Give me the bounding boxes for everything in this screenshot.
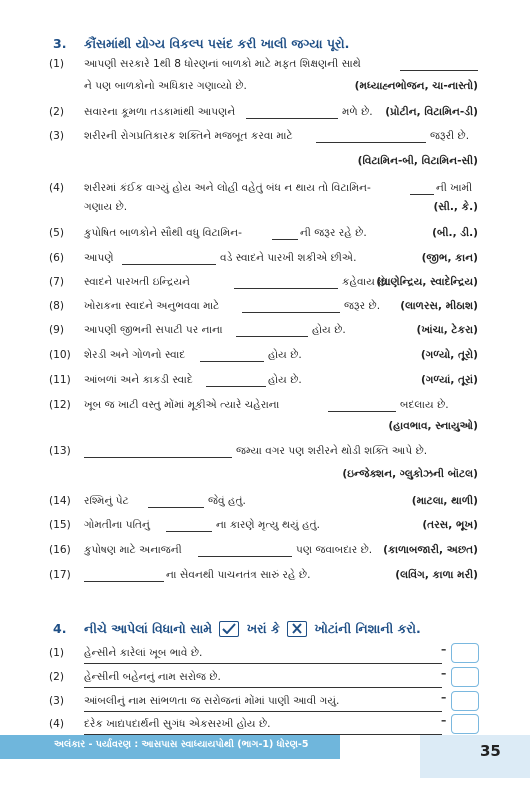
question-text: બદલાય છે.	[400, 399, 449, 411]
question-text: ખૂબ જ ખાટી વસ્તુ મોંમાં મૂકીએ ત્યારે ચહેરાના	[84, 399, 280, 411]
dash: –	[441, 644, 447, 656]
statement-text: હેન્સીની બહેનનું નામ સરોજ છે.	[84, 671, 221, 683]
page-number-tab	[420, 735, 530, 778]
answer-blank[interactable]	[84, 581, 164, 582]
question-number: (7)	[49, 276, 65, 288]
question-6	[0, 252, 530, 272]
answer-options: (તરસ, ભૂખ)	[422, 519, 478, 531]
dash: –	[441, 715, 447, 727]
answer-options: (માટલા, થાળી)	[411, 495, 478, 507]
question-1	[0, 58, 530, 78]
question-text: આપણી જીભની સપાટી પર નાના	[84, 324, 223, 336]
question-number: (10)	[49, 349, 71, 361]
statement-number: (2)	[49, 671, 65, 683]
answer-options: (ઇન્જેક્શન, ગ્લુકોઝની બૉટલ)	[342, 468, 478, 480]
answer-options: (બી., ડી.)	[432, 227, 478, 239]
section-title: કૌંસમાંથી યોગ્ય વિકલ્પ પસંદ કરી ખાલી જગ્યા પૂરો.	[84, 36, 350, 51]
answer-blank[interactable]	[328, 411, 396, 412]
question-text: શેરડી અને ગોળનો સ્વાદ	[84, 349, 186, 361]
question-text: હોય છે.	[312, 324, 346, 336]
statement-4	[0, 714, 530, 736]
statement-number: (3)	[49, 695, 65, 707]
question-text: શરીરમાં કંઈક વાગ્યું હોય અને લોહી વહેતું બંધ ન થાય તો વિટામિન-	[84, 182, 371, 194]
answer-blank[interactable]	[400, 70, 478, 71]
question-number: (6)	[49, 252, 65, 264]
question-9	[0, 324, 530, 344]
dash: –	[441, 668, 447, 680]
question-text: ખોરાકના સ્વાદને અનુભવવા માટે	[84, 300, 220, 312]
rule-line	[84, 663, 442, 664]
answer-options: (કાળાબજારી, અછત)	[383, 544, 478, 556]
question-text: રશ્મિનું પેટ	[84, 495, 129, 507]
question-number: (14)	[49, 495, 71, 507]
question-text: વડે સ્વાદને પારખી શકીએ છીએ.	[220, 252, 357, 264]
footer-text: અલંકાર - પર્યાવરણ : આસપાસ સ્વાધ્યાયપોથી (ભાગ-1) ધોરણ-5	[54, 739, 309, 750]
question-number: (2)	[49, 106, 65, 118]
question-text: સવારના કૂમળા તડકામાંથી આપણને	[84, 106, 236, 118]
question-text: આપણી સરકારે 1થી 8 ધોરણનાં બાળકો માટે મફત શિક્ષણની સાથે	[84, 58, 361, 70]
statement-2	[0, 667, 530, 689]
question-text: હોય છે.	[268, 374, 302, 386]
question-text: કુપોષણ માટે અનાજની	[84, 544, 182, 556]
answer-blank[interactable]	[84, 457, 232, 458]
question-1-line-2	[0, 80, 530, 100]
question-text: ગોમતીના પતિનું	[84, 519, 150, 531]
question-4-line-2	[0, 201, 530, 221]
answer-options: (ઘ્રાણેન્દ્રિય, સ્વાદેન્દ્રિય)	[376, 276, 478, 288]
question-text: કહેવાય છે.	[342, 276, 390, 288]
question-text: આપણે	[84, 252, 114, 264]
answer-options: (હાવભાવ, સ્નાયુઓ)	[388, 420, 478, 432]
answer-options: (જીભ, કાન)	[421, 252, 478, 264]
dash: –	[441, 692, 447, 704]
answer-options: (સી., કે.)	[433, 201, 478, 213]
section-number: 3.	[53, 36, 67, 51]
answer-options: (પ્રોટીન, વિટામિન-ડી)	[385, 106, 478, 118]
answer-options: (લવિંગ, કાળા મરી)	[395, 569, 478, 581]
question-text: જેવું હતું.	[208, 495, 246, 507]
answer-blank[interactable]	[246, 118, 338, 119]
question-17	[0, 569, 530, 589]
answer-box[interactable]	[451, 643, 479, 663]
question-number: (4)	[49, 182, 65, 194]
question-8	[0, 300, 530, 320]
question-number: (16)	[49, 544, 71, 556]
question-number: (11)	[49, 374, 71, 386]
statement-text: આંબલીનું નામ સાંભળતા જ સરોજનાં મોંમાં પાણી આવી ગયું.	[84, 695, 340, 707]
question-number: (13)	[49, 445, 71, 457]
question-5	[0, 227, 530, 247]
question-10	[0, 349, 530, 369]
question-text: મળે છે.	[342, 106, 373, 118]
question-text: જમ્યા વગર પણ શરીરને થોડી શક્તિ આપે છે.	[236, 445, 428, 457]
question-text: આંબળાં અને કાકડી સ્વાદે	[84, 374, 193, 386]
answer-blank[interactable]	[272, 239, 298, 240]
question-14	[0, 495, 530, 515]
answer-options: (મધ્યાહ્નભોજન, ચા-નાસ્તો)	[354, 80, 478, 92]
statement-1	[0, 643, 530, 665]
question-number: (12)	[49, 399, 71, 411]
question-16	[0, 544, 530, 564]
question-15	[0, 519, 530, 539]
answer-blank[interactable]	[200, 361, 264, 362]
answer-blank[interactable]	[148, 507, 204, 508]
question-text: ગણાય છે.	[84, 201, 128, 213]
question-13-line-2	[0, 468, 530, 488]
question-3	[0, 130, 530, 150]
question-4	[0, 182, 530, 202]
question-text: ને પણ બાળકોનો અધિકાર ગણાવ્યો છે.	[84, 80, 247, 92]
question-text: હોય છે.	[268, 349, 302, 361]
answer-options: (ગળ્યાં, તૂરાં)	[420, 374, 478, 386]
question-12	[0, 399, 530, 419]
answer-box[interactable]	[451, 691, 479, 711]
question-13	[0, 445, 530, 465]
question-text: ની ખામી	[436, 182, 473, 194]
question-text: ના કારણે મૃત્યુ થયું હતું.	[216, 519, 321, 531]
answer-blank[interactable]	[242, 312, 340, 313]
question-number: (5)	[49, 227, 65, 239]
rule-line	[84, 687, 442, 688]
answer-blank[interactable]	[122, 264, 216, 265]
question-11	[0, 374, 530, 394]
answer-options: (ગળ્યો, તૂરો)	[420, 349, 478, 361]
question-12-line-2	[0, 420, 530, 440]
cross-mark-icon	[287, 621, 307, 637]
question-number: (1)	[49, 58, 65, 70]
statement-text: હેન્સીને કારેલાં ખૂબ ભાવે છે.	[84, 647, 203, 659]
section-title-part: નીચે આપેલાં વિધાનો સામે	[84, 621, 213, 636]
answer-blank[interactable]	[206, 386, 266, 387]
question-number: (8)	[49, 300, 65, 312]
answer-box[interactable]	[451, 714, 479, 734]
answer-blank[interactable]	[234, 288, 338, 289]
rule-line	[84, 711, 442, 712]
page-number: 35	[480, 742, 501, 760]
section-title-part: ખરાં કે	[246, 621, 280, 636]
answer-blank[interactable]	[198, 556, 292, 557]
question-number: (17)	[49, 569, 71, 581]
answer-blank[interactable]	[316, 142, 426, 143]
statement-number: (1)	[49, 647, 65, 659]
answer-options: (ખાંચા, ટેકરા)	[416, 324, 478, 336]
section-number: 4.	[53, 621, 67, 636]
question-text: જરૂરી છે.	[430, 130, 470, 142]
section-title-part: ખોટાંની નિશાની કરો.	[314, 621, 421, 636]
question-number: (3)	[49, 130, 65, 142]
section-3-heading	[0, 36, 530, 56]
statement-text: દરેક ખાદ્યપદાર્થની સુગંધ એકસરખી હોય છે.	[84, 718, 271, 730]
question-text: સ્વાદને પારખતી ઇન્દ્રિયને	[84, 276, 191, 288]
question-number: (9)	[49, 324, 65, 336]
answer-blank[interactable]	[236, 336, 308, 337]
question-text: જરૂર છે.	[344, 300, 381, 312]
answer-blank[interactable]	[410, 194, 434, 195]
answer-options: (લાળરસ, મીઠાશ)	[400, 300, 478, 312]
question-text: ની જરૂર રહે છે.	[300, 227, 367, 239]
answer-options: (વિટામિન-બી, વિટામિન-સી)	[357, 155, 478, 167]
section-title	[84, 621, 421, 638]
answer-box[interactable]	[451, 667, 479, 687]
statement-number: (4)	[49, 718, 65, 730]
question-number: (15)	[49, 519, 71, 531]
statement-3	[0, 691, 530, 713]
question-2	[0, 106, 530, 126]
tick-mark-icon	[219, 621, 239, 637]
section-4-heading	[0, 621, 530, 641]
question-text: પણ જવાબદાર છે.	[296, 544, 373, 556]
question-7	[0, 276, 530, 296]
question-text: શરીરની રોગપ્રતિકારક શક્તિને મજબૂત કરવા માટે	[84, 130, 293, 142]
question-text: ના સેવનથી પાચનતંત્ર સારું રહે છે.	[166, 569, 311, 581]
answer-blank[interactable]	[166, 531, 212, 532]
question-3-line-2	[0, 155, 530, 175]
question-text: કુપોષિત બાળકોને સૌથી વધુ વિટામિન-	[84, 227, 242, 239]
